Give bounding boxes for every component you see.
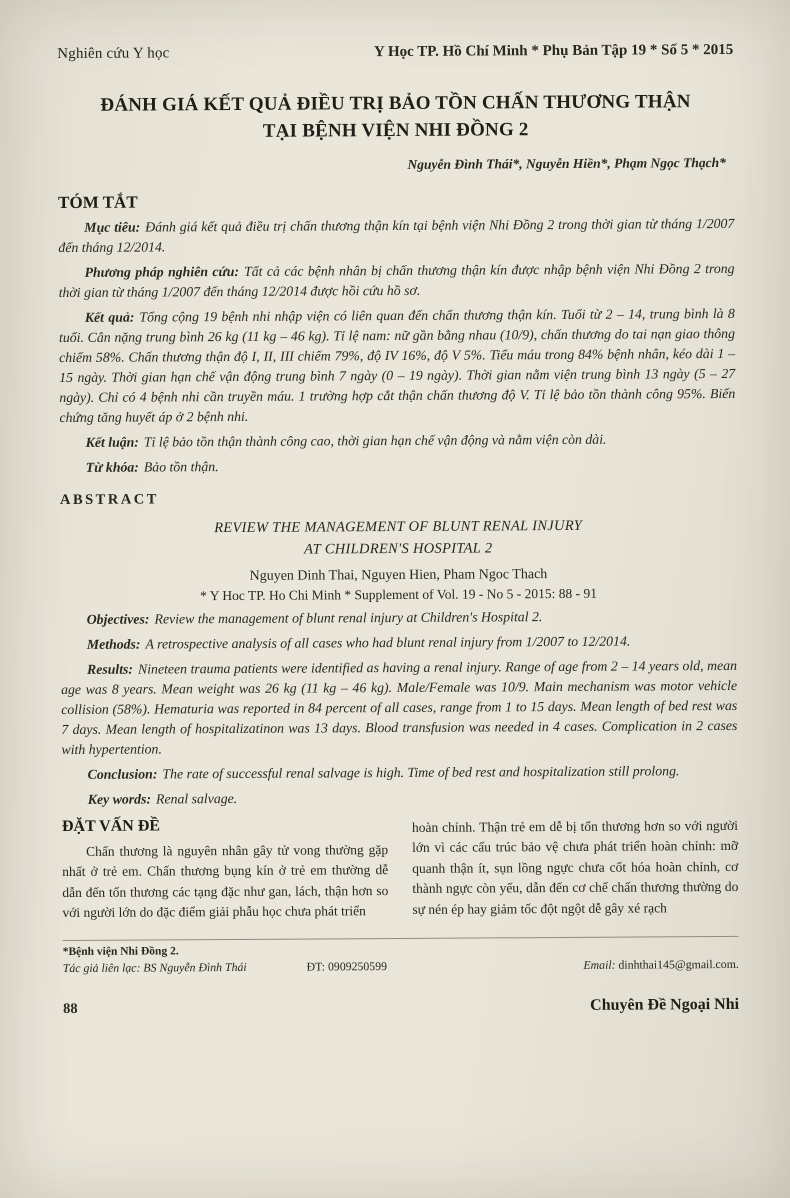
tomtat-heading: TÓM TẮT [58, 192, 138, 213]
abstract-title-line1: REVIEW THE MANAGEMENT OF BLUNT RENAL INJURY [214, 518, 583, 537]
paragraph-text: Tổng cộng 19 bệnh nhi nhập viện có liên quan đến chấn thương thận kín. Tuổi từ 2 – 14, trung bình là 8 tuổi. Cân nặng trung bình 26 kg (11 kg – 46 kg). Tỉ lệ nam: nữ gần bằng nhau (10/9), chấn thương do tai nạn giao thông chiếm 58%. Chấn thương thận độ I, II, III chiếm 79%, độ IV 16%, độ V 5%. Tiểu máu trong 84% bệnh nhân, kéo dài 1 – 15 ngày. Thời gian hạn chế vận động trung bình 7 ngày (0 – 19 ngày). Thời gian nằm viện trung bình 13 ngày (5 – 27 ngày). Chỉ có 4 bệnh nhi cần truyền máu. 1 trường hợp cắt thận chấn thương độ V. Tỉ lệ bảo tồn thành công 95%. Biến chứng tăng huyết áp ở 2 bệnh nhi. [58, 306, 736, 426]
footnote-block [63, 936, 739, 976]
paragraph-label: Conclusion: [87, 766, 158, 782]
paragraph-text: Đánh giá kết quả điều trị chấn thương thận kín tại bệnh viện Nhi Đồng 2 trong thời gian từ tháng 1/2007 đến tháng 12/2014. [58, 216, 735, 256]
article-title [57, 89, 733, 146]
paragraph-text: The rate of successful renal salvage is high. Time of bed rest and hospitalization still prolong. [162, 762, 680, 782]
corresponding-author: Tác giả liên lạc: BS Nguyễn Đình Thái [62, 959, 247, 975]
abstract-paragraph-objectives [61, 606, 737, 630]
paragraph-label: Objectives: [86, 611, 150, 627]
paragraph-label: Results: [86, 661, 134, 677]
page-number: 88 [63, 1000, 78, 1017]
paragraph-label: Methods: [86, 636, 141, 652]
intro-left-column [62, 816, 389, 924]
header-section-label: Nghiên cứu Y học [57, 45, 170, 63]
email-address: dinhthai145@gmail.com. [618, 956, 739, 972]
abstract-paragraph-keywords [62, 786, 738, 810]
paragraph-text: Nineteen trauma patients were identified as having a renal injury. Range of age from 2 – 14 years old, mean age was 8 years. Mean weight was 26 kg (11 kg – 46 kg). Male/Female was 10/9. Main mechanism was motor vehicle collision (58%). Hematuria was reported in 84 percent of all cases, range from 1 to 15 days. Mean length of bed rest was 7 days. Mean length of hospitalizatinon was 13 days. Blood transfusion was needed in 4 cases. Complication in 2 cases with hypertention. [61, 657, 738, 757]
paragraph-text: Renal salvage. [155, 790, 238, 807]
paragraph-label: Kết luận: [85, 434, 139, 451]
paragraph-label: Phương pháp nghiên cứu: [84, 264, 240, 281]
abstract-title-line2: AT CHILDREN'S HOSPITAL 2 [304, 540, 493, 558]
corresponding-author-row [63, 957, 739, 976]
tomtat-paragraph-methods [58, 259, 734, 303]
tomtat-paragraph-objectives [58, 214, 734, 258]
email-label: Email: [583, 957, 616, 972]
intro-right-column [412, 814, 739, 922]
paragraph-text: Review the management of blunt renal injury at Children's Hospital 2. [154, 608, 543, 627]
abstract-paragraph-methods [61, 631, 737, 655]
introduction-two-column-section [62, 814, 739, 924]
abstract-paragraph-conclusion [62, 761, 738, 785]
abstract-authors-line: Nguyen Dinh Thai, Nguyen Hien, Pham Ngoc Thach [249, 566, 548, 584]
authors-line: Nguyễn Đình Thái*, Nguyễn Hiền*, Phạm Ngọc Thạch* [407, 155, 726, 173]
paragraph-label: Từ khóa: [85, 459, 139, 476]
running-header [57, 42, 733, 63]
paragraph-text: Tất cả các bệnh nhân bị chấn thương thận kín được nhập bệnh viện Nhi Đồng 2 trong thời gian từ tháng 1/2007 đến tháng 12/2014 được hồi cứu hồ sơ. [58, 261, 735, 301]
paragraph-label: Kết quả: [84, 309, 135, 326]
tomtat-paragraph-keywords [60, 454, 736, 478]
abstract-citation-line: * Y Hoc TP. Ho Chi Minh * Supplement of Vol. 19 - No 5 - 2015: 88 - 91 [200, 585, 598, 603]
paragraph-text: Tỉ lệ bảo tồn thận thành công cao, thời gian hạn chế vận động và nằm viện còn dài. [143, 431, 607, 450]
paragraph-text: Bảo tồn thận. [143, 459, 219, 475]
abstract-heading: ABSTRACT [59, 491, 159, 509]
page-footer [63, 996, 739, 1018]
intro-heading: ĐẶT VẤN ĐỀ [61, 817, 161, 835]
intro-right-text: hoàn chỉnh. Thận trẻ em dễ bị tổn thương hơn so với người lớn vì các cấu trúc bảo vệ chưa phát triển hoàn chỉnh: mỡ quanh thận ít, sụn lồng ngực chưa cốt hóa hoàn chỉnh, cơ thành ngực còn yếu, dẫn đến cơ chế chấn thương thường do sự nén ép hay giảm tốc đột ngột dễ gây xé rạch [411, 817, 739, 917]
abstract-english-title [60, 515, 736, 563]
article-title-line1: ĐÁNH GIÁ KẾT QUẢ ĐIỀU TRỊ BẢO TỒN CHẤN THƯƠNG THẬN [100, 91, 691, 116]
email-line [583, 957, 738, 973]
tomtat-paragraph-results [59, 304, 736, 428]
article-title-line2: TẠI BỆNH VIỆN NHI ĐỒNG 2 [262, 118, 529, 142]
intro-left-text: Chấn thương là nguyên nhân gây tử vong thường gặp nhất ở trẻ em. Chấn thương bụng kín ở trẻ em thường dễ dẫn đến tổn thương các tạng đặc như gan, lách, thận hơn so với người lớn do đặc điểm giải phẫu học chưa phát triển [62, 841, 389, 921]
paragraph-text: A retrospective analysis of all cases who had blunt renal injury from 1/2007 to 12/2014. [145, 633, 631, 652]
affiliation-note: *Bệnh viện Nhi Đồng 2. [62, 945, 179, 958]
paragraph-label: Key words: [87, 791, 152, 807]
footer-section-title: Chuyên Đề Ngoại Nhi [590, 995, 740, 1014]
phone-number: ĐT: 0909250599 [306, 958, 388, 974]
abstract-paragraph-results [61, 656, 738, 760]
paragraph-label: Mục tiêu: [84, 219, 141, 236]
tomtat-paragraph-conclusion [60, 429, 736, 453]
header-journal-line: Y Học TP. Hồ Chí Minh * Phụ Bản Tập 19 * Số 5 * 2015 [373, 41, 734, 61]
